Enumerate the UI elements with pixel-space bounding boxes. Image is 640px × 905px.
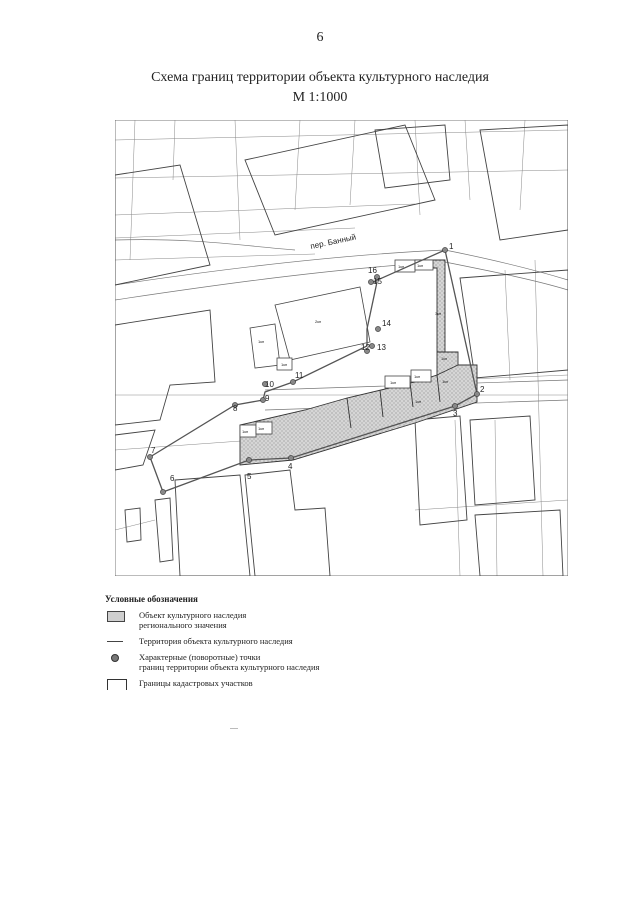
point-label-7: 7	[151, 446, 156, 455]
hatch-swatch-icon	[107, 611, 125, 622]
point-label-9: 9	[265, 394, 270, 403]
boundary-point-4	[288, 455, 293, 460]
point-swatch-icon	[111, 654, 119, 662]
point-label-14: 14	[382, 319, 391, 328]
line-swatch-icon	[107, 641, 123, 642]
legend-title: Условные обозначения	[105, 594, 198, 604]
scan-mark	[230, 728, 238, 729]
cadastral-map	[115, 120, 568, 576]
building-label: 3кн	[435, 311, 442, 316]
building-label: 1кн	[242, 429, 249, 434]
boundary-point-5	[246, 457, 251, 462]
point-label-1: 1	[449, 242, 454, 251]
boundary-point-2	[474, 391, 479, 396]
page-number: 6	[316, 30, 324, 45]
building-label: 1кн	[417, 263, 424, 268]
legend-text: Объект культурного наследия	[139, 610, 247, 620]
parcel-swatch-icon	[107, 679, 127, 690]
boundary-point-14	[375, 326, 380, 331]
point-label-12: 12	[361, 343, 370, 352]
building-label: 1кн	[414, 374, 421, 379]
legend-item-points	[105, 652, 525, 672]
legend-text: Границы кадастровых участков	[139, 678, 253, 688]
legend-text: Характерные (поворотные) точки	[139, 652, 261, 662]
point-label-11: 11	[295, 371, 304, 380]
point-label-3: 3	[453, 409, 458, 418]
point-label-6: 6	[170, 474, 175, 483]
point-label-8: 8	[233, 404, 238, 413]
map-title	[0, 68, 640, 108]
building-label: 1кн	[390, 380, 397, 385]
boundary-point-3	[452, 403, 457, 408]
legend-item-territory	[105, 636, 525, 646]
point-label-2: 2	[480, 385, 485, 394]
map-legend	[105, 594, 525, 694]
boundary-point-11	[290, 379, 295, 384]
legend-item-parcels	[105, 678, 525, 688]
legend-text: регионального значения	[139, 620, 227, 630]
building-label: 1кн	[442, 379, 449, 384]
point-label-16: 16	[368, 266, 377, 275]
building-label: 1кн	[398, 264, 405, 269]
building-label: 1кн	[281, 362, 288, 367]
street-label: пер. Банный	[309, 232, 357, 251]
legend-text: Территория объекта культурного наследия	[139, 636, 293, 646]
building-label: 1кн	[415, 399, 422, 404]
boundary-point-7	[147, 454, 152, 459]
building-label: 1кн	[258, 426, 265, 431]
building-label: 1кн	[258, 339, 265, 344]
legend-item-heritage-object	[105, 610, 525, 630]
point-label-5: 5	[247, 472, 252, 481]
boundary-point-13	[369, 343, 374, 348]
point-label-10: 10	[265, 380, 274, 389]
title-line-1: Схема границ территории объекта культурного наследия	[151, 70, 489, 85]
point-label-13: 13	[377, 343, 386, 352]
legend-text: границ территории объекта культурного наследия	[139, 662, 320, 672]
boundary-point-1	[442, 247, 447, 252]
title-scale: М 1:1000	[292, 90, 348, 105]
building-label: 1кн	[441, 356, 448, 361]
point-label-15: 15	[373, 277, 382, 286]
building-label: 2кн	[315, 319, 322, 324]
point-label-4: 4	[288, 462, 293, 471]
boundary-point-6	[160, 489, 165, 494]
